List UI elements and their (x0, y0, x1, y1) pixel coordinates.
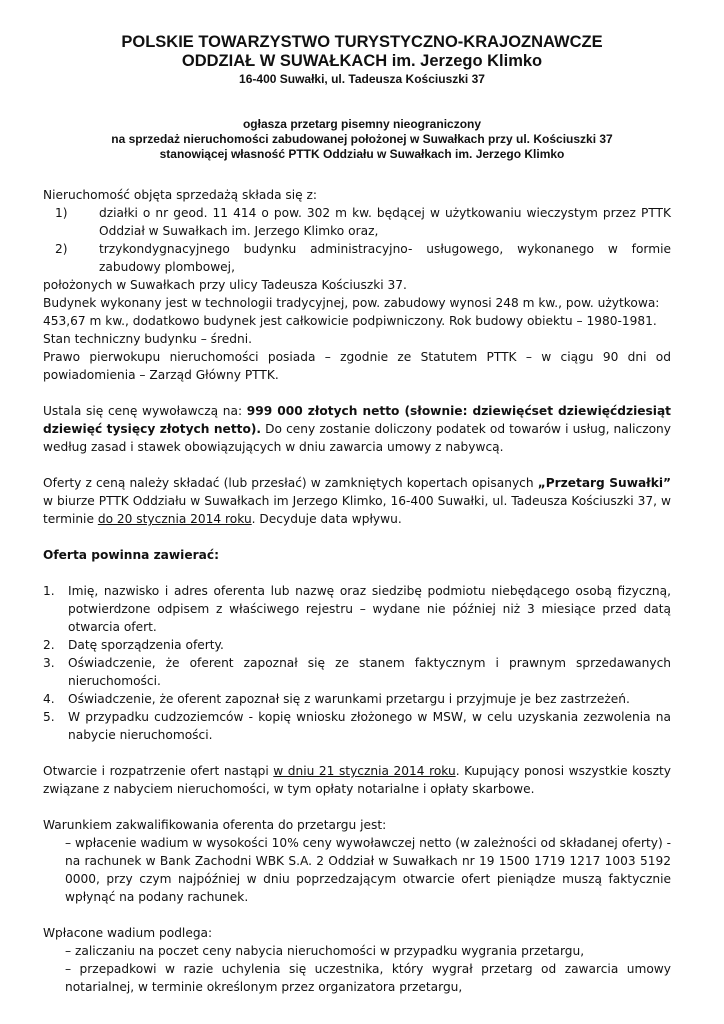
submission-middle: w biurze PTTK Oddziału w Suwałkach im Jerzego Klimko, 16-400 Suwałki, ul. Tadeusza Kościuszki 37, w terminie (43, 494, 671, 526)
price-amount: 999 000 złotych netto (słownie: dziewięćset dziewięćdziesiąt dziewięć tysięcy złotych netto). (43, 404, 671, 436)
property-item-number: 1) (55, 206, 68, 220)
offer-item-text: Datę sporządzenia oferty. (68, 638, 224, 652)
property-location: położonych w Suwałkach przy ulicy Tadeusza Kościuszki 37. (43, 278, 407, 292)
technical-condition: Stan techniczny budynku – średni. (43, 332, 252, 346)
envelope-label: „Przetarg Suwałki” (537, 476, 672, 490)
offer-item-number: 1. (43, 584, 55, 598)
submission-prefix: Oferty z ceną należy składać (lub przesłać) w zamkniętych kopertach opisanych (43, 476, 538, 490)
opening-prefix: Otwarcie i rozpatrzenie ofert nastąpi (43, 764, 274, 778)
property-intro: Nieruchomość objęta sprzedażą składa się z: (43, 188, 318, 202)
opening-suffix: . Kupujący ponosi wszystkie koszty związane z nabyciem nieruchomości, w tym opłaty notarialne i opłaty skarbowe. (43, 764, 671, 796)
offer-item-number: 3. (43, 656, 55, 670)
opening-date: w dniu 21 stycznia 2014 roku (273, 764, 456, 778)
offer-item-number: 2. (43, 638, 55, 652)
submission-paragraph (43, 474, 671, 528)
price-suffix: Do ceny zostanie doliczony podatek od towarów i usług, naliczony według zasad i stawek obowiązujących w dniu zawarcia umowy z nabywcą. (43, 422, 671, 454)
offer-item-text: Oświadczenie, że oferent zapoznał się ze stanem faktycznym i prawnym sprzedawanych nieruchomości. (68, 656, 671, 688)
org-name: POLSKIE TOWARZYSTWO TURYSTYCZNO-KRAJOZNAWCZE (121, 33, 603, 51)
offer-item (43, 582, 671, 636)
qualification-item: – wpłacenie wadium w wysokości 10% ceny wywoławczej netto (w zależności od składanej oferty) - na rachunek w Bank Zachodni WBK S.A. 2 Oddział w Suwałkach nr 19 1500 1719 1217 1003 5192 0000, przy czym najpóźniej w dniu poprzedzającym otwarcie ofert pieniądze muszą faktycznie wpłynąć na podany rachunek. (65, 836, 671, 904)
announcement-line-3: stanowiącej własność PTTK Oddziału w Suwałkach im. Jerzego Klimko (159, 147, 565, 161)
qualification-intro: Warunkiem zakwalifikowania oferenta do przetargu jest: (43, 818, 387, 832)
document-body (43, 186, 671, 996)
price-paragraph (43, 402, 671, 456)
offer-item (43, 654, 671, 690)
deposit-item: – zaliczaniu na poczet ceny nabycia nieruchomości w przypadku wygrania przetargu, (65, 944, 585, 958)
submission-suffix: . Decyduje data wpływu. (251, 512, 402, 526)
offer-item-text: Oświadczenie, że oferent zapoznał się z warunkami przetargu i przyjmuje je bez zastrzeżeń. (68, 692, 630, 706)
price-prefix: Ustala się cenę wywoławczą na: (43, 404, 247, 418)
offer-heading (43, 546, 671, 564)
org-branch: ODDZIAŁ W SUWAŁKACH im. Jerzego Klimko (181, 52, 543, 70)
offer-item (43, 690, 671, 708)
property-item-text: działki o nr geod. 11 414 o pow. 302 m kw. będącej w użytkowaniu wieczystym przez PTTK Oddział w Suwałkach im. Jerzego Klimko oraz, (99, 206, 671, 238)
announcement-line-1: ogłasza przetarg pisemny nieograniczony (242, 117, 482, 131)
building-description: Budynek wykonany jest w technologii tradycyjnej, pow. zabudowy wynosi 248 m kw., pow. użytkowa: 453,67 m kw., dodatkowo budynek jest całkowicie podpiwniczony. Rok budowy obiektu – 1980-1981. (43, 296, 660, 328)
offer-item-number: 5. (43, 710, 55, 724)
property-item-number: 2) (55, 242, 68, 256)
offer-heading-text: Oferta powinna zawierać: (43, 548, 219, 562)
deposit-item: – przepadkowi w razie uchylenia się uczestnika, który wygrał przetarg od zawarcia umowy notarialnej, w terminie określonym przez organizatora przetargu, (65, 962, 671, 994)
offer-item (43, 636, 671, 654)
offer-item-number: 4. (43, 692, 55, 706)
offer-item-text: Imię, nazwisko i adres oferenta lub nazwę oraz siedzibę podmiotu niebędącego osobą fizyczną, potwierdzone odpisem z właściwego rejestru – wydane nie później niż 3 miesiące przed datą otwarcia ofert. (68, 584, 671, 634)
opening-paragraph (43, 762, 671, 798)
offer-item (43, 708, 671, 744)
preemption-right: Prawo pierwokupu nieruchomości posiada – zgodnie ze Statutem PTTK – w ciągu 90 dni od powiadomienia – Zarząd Główny PTTK. (43, 350, 671, 382)
offer-item-text: W przypadku cudzoziemców - kopię wniosku złożonego w MSW, w celu uzyskania zezwolenia na nabycie nieruchomości. (68, 710, 671, 742)
announcement-line-2: na sprzedaż nieruchomości zabudowanej położonej w Suwałkach przy ul. Kościuszki 37 (111, 132, 613, 146)
property-item (43, 204, 671, 240)
property-item (43, 240, 671, 276)
org-address: 16-400 Suwałki, ul. Tadeusza Kościuszki 37 (239, 72, 485, 86)
property-item-text: trzykondygnacyjnego budynku administracyjno- usługowego, wykonanego w formie zabudowy plombowej, (99, 242, 671, 274)
deposit-intro: Wpłacone wadium podlega: (43, 926, 213, 940)
submission-deadline: do 20 stycznia 2014 roku (97, 512, 252, 526)
